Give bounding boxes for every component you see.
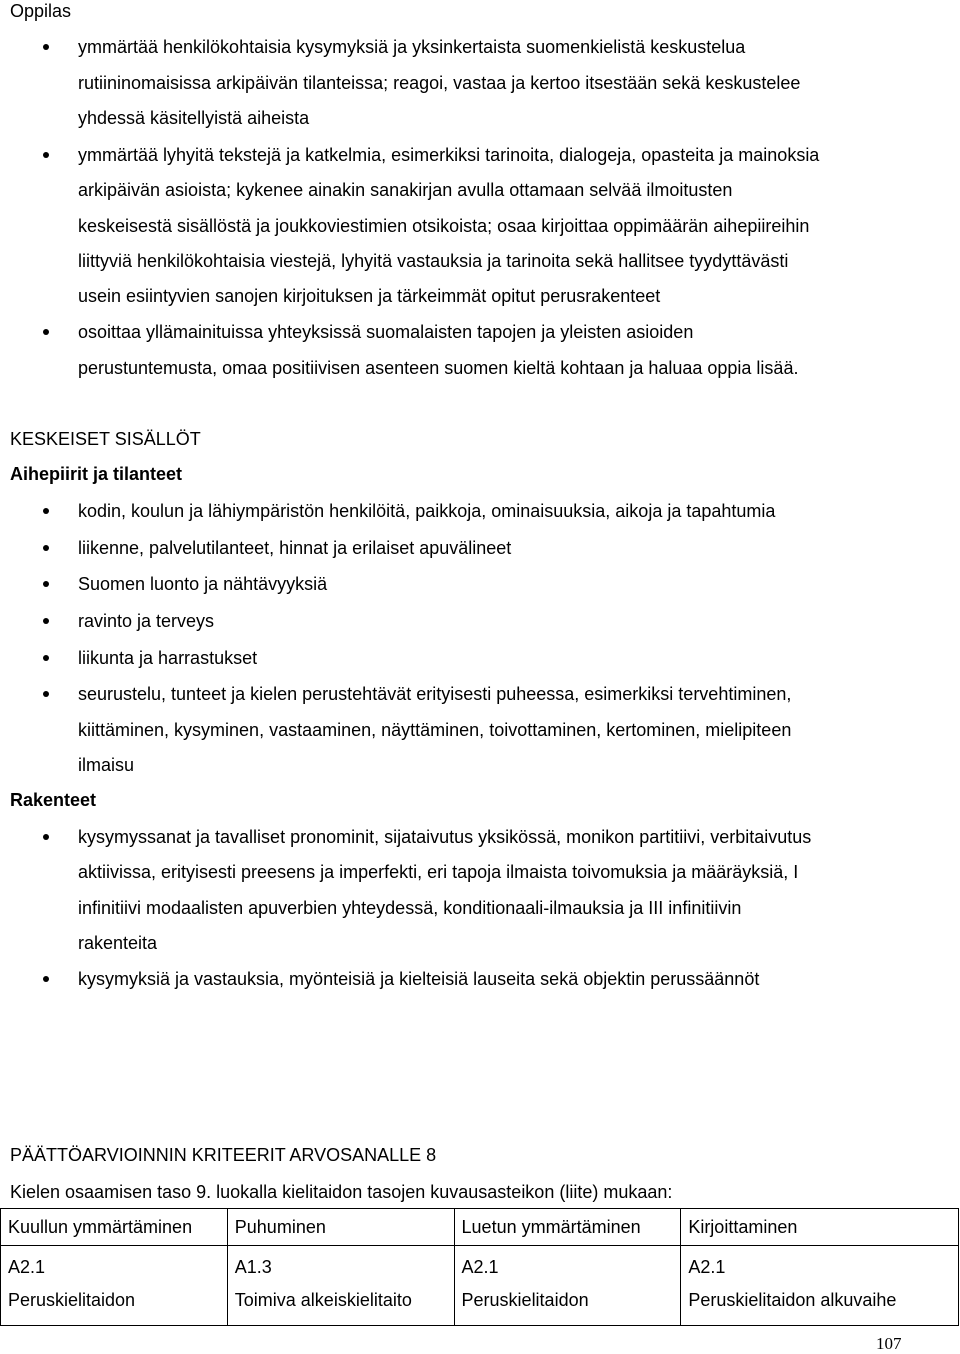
list-item-line: usein esiintyvien sanojen kirjoituksen ja tärkeimmät opitut perusrakenteet [78, 286, 661, 306]
bullet-icon [43, 545, 49, 551]
list-item-line: kiittäminen, kysyminen, vastaaminen, näyttäminen, toivottaminen, kertominen, mielipiteen [78, 720, 792, 740]
list-item-line: keskeisestä sisällöstä ja joukkoviestimien otsikoista; osaa kirjoittaa oppimäärän aihepiireihin [78, 216, 810, 236]
list-item-line: perustuntemusta, omaa positiivisen asenteen suomen kieltä kohtaan ja haluaa oppia lisää. [78, 358, 799, 378]
list-item-line: liikenne, palvelutilanteet, hinnat ja erilaiset apuvälineet [78, 538, 512, 558]
list-item-line: kysymyssanat ja tavalliset pronominit, sijataivutus yksikössä, monikon partitiivi, verbitaivutus [78, 827, 812, 847]
level-code: A2.1 [688, 1257, 726, 1277]
bullet-icon [43, 508, 49, 514]
level-description: Peruskielitaidon [8, 1290, 136, 1310]
list-item-line: liittyviä henkilökohtaisia viestejä, lyhyitä vastauksia ja tarinoita sekä hallitsee tyydyttävästi [78, 251, 789, 271]
subheading-topics: Aihepiirit ja tilanteet [10, 464, 183, 484]
criteria-intro: Kielen osaamisen taso 9. luokalla kielitaidon tasojen kuvausasteikon (liite) mukaan: [10, 1182, 673, 1202]
list-item-line: liikunta ja harrastukset [78, 648, 258, 668]
list-item-line: yhdessä käsitellyistä aiheista [78, 108, 310, 128]
table-cell-writing [681, 1246, 959, 1326]
column-header-speaking: Puhuminen [227, 1209, 454, 1246]
table-header-row [1, 1209, 959, 1246]
list-item-line: ilmaisu [78, 755, 135, 775]
section-heading-pupil: Oppilas [10, 1, 72, 21]
table-cell-listening [1, 1246, 228, 1326]
bullet-icon [43, 834, 49, 840]
level-description: Peruskielitaidon [461, 1290, 589, 1310]
subheading-structures: Rakenteet [10, 790, 97, 810]
table-row [1, 1246, 959, 1326]
list-item-line: ravinto ja terveys [78, 611, 215, 631]
level-description: Toimiva alkeiskielitaito [234, 1290, 412, 1310]
bullet-icon [43, 329, 49, 335]
list-item-line: osoittaa yllämainituissa yhteyksissä suomalaisten tapojen ja yleisten asioiden [78, 322, 694, 342]
table-cell-speaking [227, 1246, 454, 1326]
bullet-icon [43, 618, 49, 624]
bullet-icon [43, 976, 49, 982]
bullet-icon [43, 581, 49, 587]
list-item-line: kysymyksiä ja vastauksia, myönteisiä ja kielteisiä lauseita sekä objektin perussäännöt [78, 969, 760, 989]
level-code: A2.1 [8, 1257, 46, 1277]
list-item-line: Suomen luonto ja nähtävyyksiä [78, 574, 328, 594]
table-cell-reading [454, 1246, 681, 1326]
list-item-line: rutiininomaisissa arkipäivän tilanteissa; reagoi, vastaa ja kertoo itsestään sekä keskustelee [78, 73, 801, 93]
level-description: Peruskielitaidon alkuvaihe [688, 1290, 897, 1310]
list-item-line: aktiivissa, erityisesti preesens ja imperfekti, eri tapoja ilmaista toivomuksia ja määräyksiä, I [78, 862, 799, 882]
page-number: 107 [876, 1334, 902, 1353]
column-header-reading: Luetun ymmärtäminen [454, 1209, 681, 1246]
proficiency-table [0, 1208, 959, 1326]
bullet-icon [43, 691, 49, 697]
section-heading-criteria: PÄÄTTÖARVIOINNIN KRITEERIT ARVOSANALLE 8 [10, 1145, 437, 1165]
bullet-icon [43, 44, 49, 50]
column-header-listening: Kuullun ymmärtäminen [1, 1209, 228, 1246]
list-item-line: ymmärtää henkilökohtaisia kysymyksiä ja yksinkertaista suomenkielistä keskustelua [78, 37, 746, 57]
bullet-icon [43, 655, 49, 661]
section-heading-core-contents: KESKEISET SISÄLLÖT [10, 429, 201, 449]
bullet-icon [43, 152, 49, 158]
level-code: A1.3 [234, 1257, 272, 1277]
column-header-writing: Kirjoittaminen [681, 1209, 959, 1246]
list-item-line: ymmärtää lyhyitä tekstejä ja katkelmia, esimerkiksi tarinoita, dialogeja, opasteita ja mainoksia [78, 145, 820, 165]
list-item-line: seurustelu, tunteet ja kielen perustehtävät erityisesti puheessa, esimerkiksi tervehtiminen, [78, 684, 792, 704]
list-item-line: kodin, koulun ja lähiympäristön henkilöitä, paikkoja, ominaisuuksia, aikoja ja tapahtumia [78, 501, 776, 521]
level-code: A2.1 [461, 1257, 499, 1277]
list-item-line: infinitiivi modaalisten apuverbien yhteydessä, konditionaali-ilmauksia ja III infinitiivin [78, 898, 742, 918]
list-item-line: rakenteita [78, 933, 158, 953]
list-item-line: arkipäivän asioista; kykenee ainakin sanakirjan avulla ottamaan selvää ilmoitusten [78, 180, 733, 200]
